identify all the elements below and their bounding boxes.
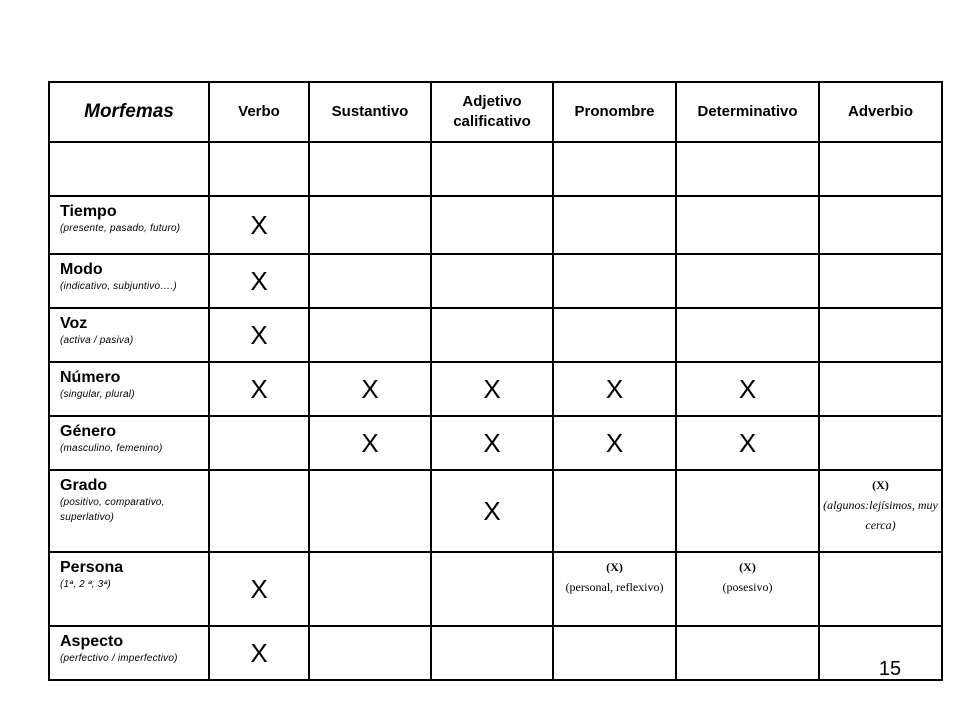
cell-pronombre: X bbox=[553, 416, 676, 470]
cell-adverbio bbox=[819, 362, 942, 416]
cell-adverbio bbox=[819, 196, 942, 254]
header-verbo: Verbo bbox=[209, 82, 309, 142]
row-label: Número bbox=[60, 369, 121, 386]
empty-cell bbox=[309, 142, 431, 196]
cell-pronombre: X bbox=[553, 362, 676, 416]
cell-determinativo bbox=[676, 626, 819, 680]
cell-adjetivo-calificativo bbox=[431, 254, 553, 308]
cell-determinativo bbox=[676, 254, 819, 308]
row-description: (1ª, 2 ª, 3ª) bbox=[60, 579, 111, 590]
row-header bbox=[49, 362, 209, 416]
row-description: (presente, pasado, futuro) bbox=[60, 223, 181, 234]
cell-determinativo bbox=[676, 470, 819, 552]
empty-cell bbox=[819, 142, 942, 196]
cell-verbo bbox=[209, 416, 309, 470]
empty-cell bbox=[431, 142, 553, 196]
table-row bbox=[49, 196, 942, 254]
table-row bbox=[49, 362, 942, 416]
cell-sustantivo bbox=[309, 254, 431, 308]
header-pronombre: Pronombre bbox=[553, 82, 676, 142]
note-mark: (X) bbox=[606, 560, 623, 574]
row-header bbox=[49, 196, 209, 254]
row-description: (positivo, comparativo, superlativo) bbox=[60, 497, 165, 523]
cell-adjetivo-calificativo bbox=[431, 552, 553, 626]
note-cell-adverbio bbox=[819, 470, 942, 552]
table-row bbox=[49, 470, 942, 552]
note-cell-determinativo bbox=[676, 552, 819, 626]
row-label: Persona bbox=[60, 559, 124, 576]
cell-adjetivo-calificativo bbox=[431, 196, 553, 254]
cell-sustantivo bbox=[309, 196, 431, 254]
empty-cell bbox=[676, 142, 819, 196]
row-header bbox=[49, 416, 209, 470]
note-text: (personal, reflexivo) bbox=[565, 580, 664, 594]
cell-verbo: X bbox=[209, 362, 309, 416]
cell-adverbio bbox=[819, 254, 942, 308]
empty-cell bbox=[209, 142, 309, 196]
cell-pronombre bbox=[553, 308, 676, 362]
header-adjetivo-calificativo: Adjetivo calificativo bbox=[431, 82, 553, 142]
cell-sustantivo bbox=[309, 626, 431, 680]
cell-sustantivo: X bbox=[309, 416, 431, 470]
cell-pronombre bbox=[553, 254, 676, 308]
cell-verbo: X bbox=[209, 254, 309, 308]
cell-sustantivo bbox=[309, 552, 431, 626]
cell-pronombre bbox=[553, 196, 676, 254]
row-description: (perfectivo / imperfectivo) bbox=[60, 653, 178, 664]
header-determinativo: Determinativo bbox=[676, 82, 819, 142]
empty-row bbox=[49, 142, 942, 196]
row-description: (activa / pasiva) bbox=[60, 335, 134, 346]
cell-pronombre bbox=[553, 470, 676, 552]
cell-adverbio bbox=[819, 308, 942, 362]
cell-adjetivo-calificativo: X bbox=[431, 470, 553, 552]
cell-pronombre bbox=[553, 626, 676, 680]
cell-adverbio bbox=[819, 416, 942, 470]
morphemes-table bbox=[48, 81, 943, 681]
note-text: (posesivo) bbox=[722, 580, 773, 594]
cell-sustantivo bbox=[309, 470, 431, 552]
row-header bbox=[49, 626, 209, 680]
table-row bbox=[49, 552, 942, 626]
table-row bbox=[49, 416, 942, 470]
cell-verbo: X bbox=[209, 308, 309, 362]
cell-adjetivo-calificativo bbox=[431, 626, 553, 680]
row-header bbox=[49, 308, 209, 362]
row-label: Tiempo bbox=[60, 203, 117, 220]
row-description: (indicativo, subjuntivo….) bbox=[60, 281, 177, 292]
note-mark: (X) bbox=[739, 560, 756, 574]
row-header bbox=[49, 470, 209, 552]
cell-determinativo: X bbox=[676, 416, 819, 470]
cell-determinativo: X bbox=[676, 362, 819, 416]
cell-determinativo bbox=[676, 308, 819, 362]
cell-adjetivo-calificativo: X bbox=[431, 362, 553, 416]
table-row bbox=[49, 308, 942, 362]
cell-adjetivo-calificativo bbox=[431, 308, 553, 362]
header-adverbio: Adverbio bbox=[819, 82, 942, 142]
cell-verbo: X bbox=[209, 552, 309, 626]
row-label: Voz bbox=[60, 315, 88, 332]
note-mark: (X) bbox=[872, 478, 889, 492]
note-cell-pronombre bbox=[553, 552, 676, 626]
row-label: Aspecto bbox=[60, 633, 124, 650]
row-description: (singular, plural) bbox=[60, 389, 135, 400]
note-text: (algunos:lejísimos, muy cerca) bbox=[823, 498, 938, 532]
page-number: 15 bbox=[878, 658, 902, 680]
header-sustantivo: Sustantivo bbox=[309, 82, 431, 142]
cell-adverbio bbox=[819, 552, 942, 626]
header-morfemas: Morfemas bbox=[49, 82, 209, 142]
empty-cell bbox=[553, 142, 676, 196]
row-description: (masculino, femenino) bbox=[60, 443, 163, 454]
row-header bbox=[49, 552, 209, 626]
header-row bbox=[49, 82, 942, 142]
row-header bbox=[49, 254, 209, 308]
cell-sustantivo: X bbox=[309, 362, 431, 416]
row-label: Modo bbox=[60, 261, 103, 278]
cell-sustantivo bbox=[309, 308, 431, 362]
table-row bbox=[49, 254, 942, 308]
cell-determinativo bbox=[676, 196, 819, 254]
empty-cell bbox=[49, 142, 209, 196]
cell-verbo: X bbox=[209, 626, 309, 680]
cell-verbo bbox=[209, 470, 309, 552]
cell-adjetivo-calificativo: X bbox=[431, 416, 553, 470]
table-row bbox=[49, 626, 942, 680]
row-label: Grado bbox=[60, 477, 108, 494]
cell-verbo: X bbox=[209, 196, 309, 254]
row-label: Género bbox=[60, 423, 117, 440]
